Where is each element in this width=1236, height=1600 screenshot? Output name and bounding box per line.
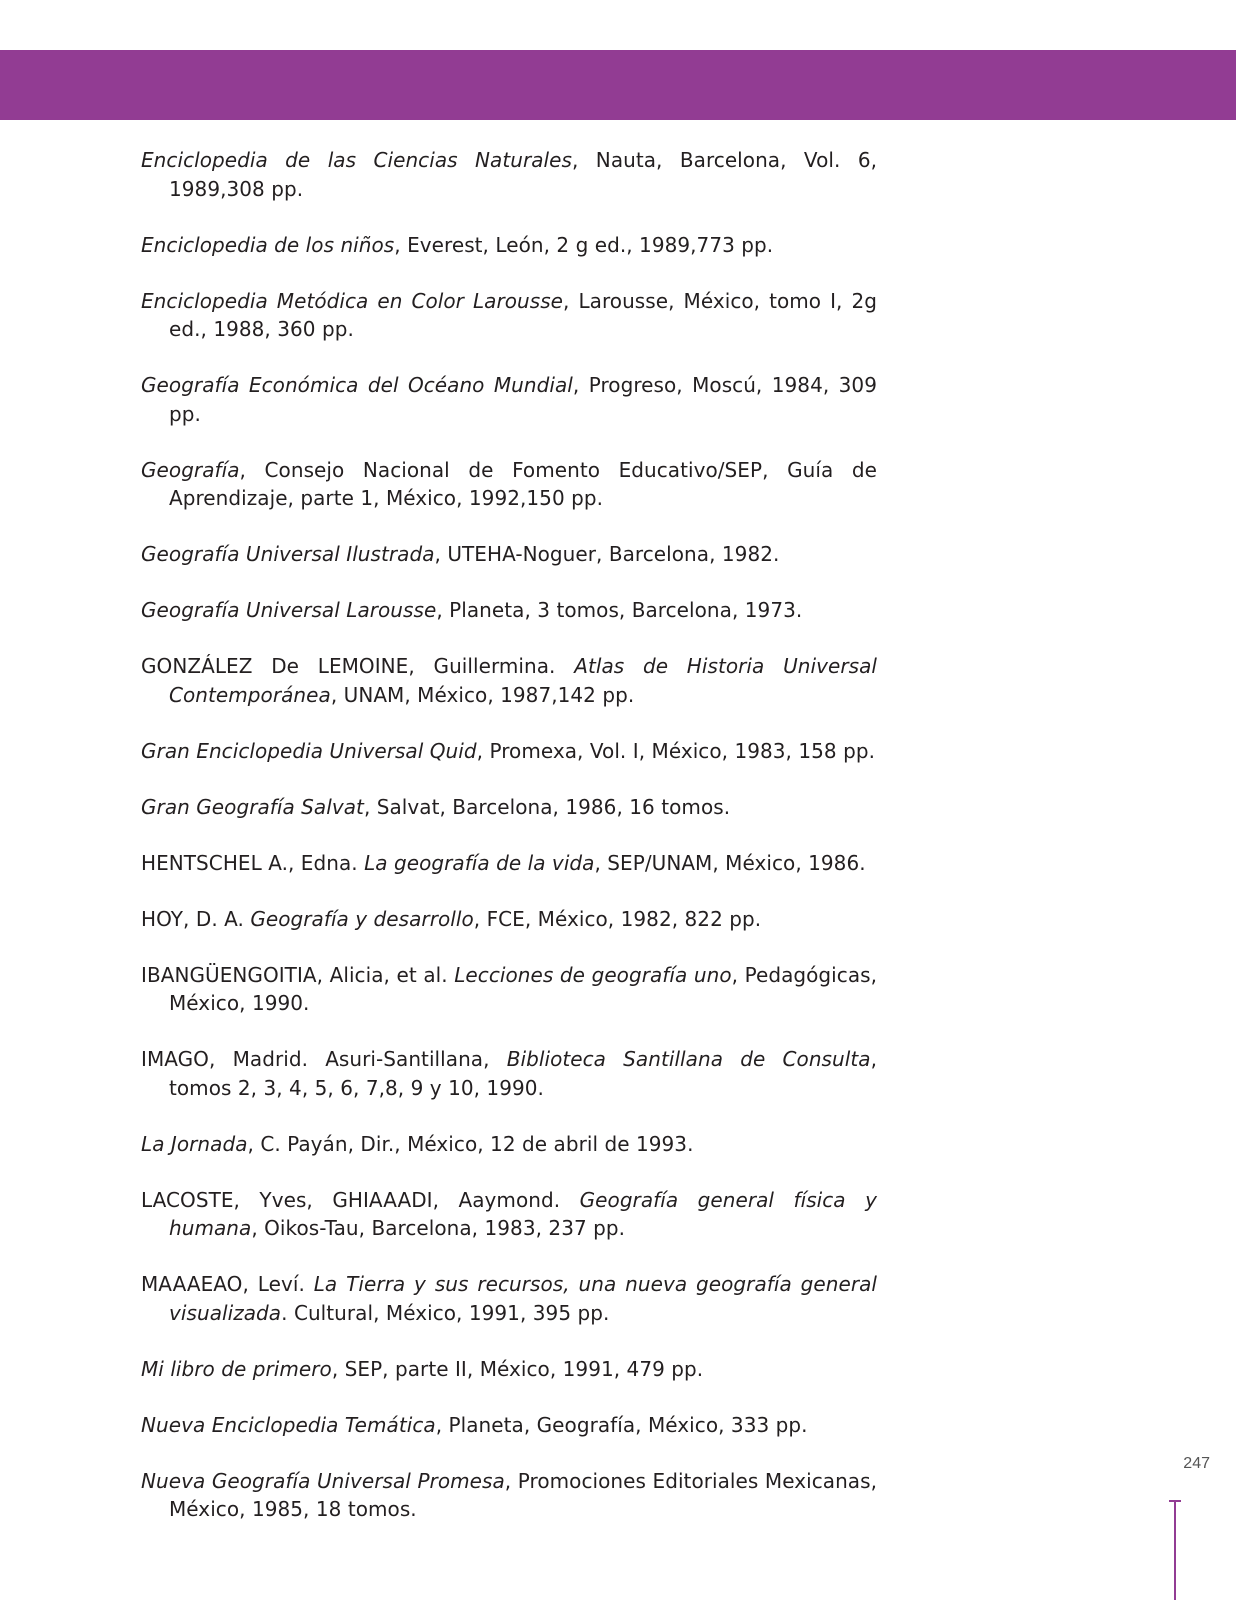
entry-details: , UTEHA-Noguer, Barcelona, 1982.	[434, 542, 780, 566]
entry-author: HOY, D. A.	[141, 906, 251, 931]
bibliography-entry	[141, 371, 877, 428]
bibliography-list	[141, 146, 877, 1551]
entry-details: , Nauta, Barcelona, Vol. 6, 1989,308 pp.	[169, 148, 877, 201]
bibliography-entry	[141, 1467, 877, 1524]
bibliography-entry	[141, 1355, 877, 1384]
entry-title: Lecciones de geografía uno	[454, 962, 732, 987]
entry-details: , Consejo Nacional de Fomento Educativo/SEP, Guía de Aprendizaje, parte 1, México, 1992,150 pp.	[169, 457, 877, 510]
bibliography-entry	[141, 652, 877, 709]
bibliography-entry	[141, 1186, 877, 1243]
entry-title: Enciclopedia Metódica en Color Larousse	[141, 288, 564, 313]
entry-title: Geografía Universal Larousse	[141, 598, 437, 622]
entry-author: IMAGO, Madrid. Asuri-Santillana,	[141, 1047, 507, 1071]
bibliography-entry	[141, 737, 877, 766]
entry-title: Geografía Económica del Océano Mundial	[141, 373, 573, 397]
bibliography-entry	[141, 456, 877, 513]
entry-details: , C. Payán, Dir., México, 12 de abril de 1993.	[247, 1131, 694, 1156]
entry-title: Enciclopedia de los niños	[141, 232, 395, 257]
bibliography-entry	[141, 1045, 877, 1102]
entry-author: HENTSCHEL A., Edna.	[141, 850, 365, 875]
entry-title: Mi libro de primero	[141, 1356, 332, 1381]
bibliography-entry	[141, 146, 877, 203]
entry-details: , Salvat, Barcelona, 1986, 16 tomos.	[363, 794, 731, 819]
bibliography-entry	[141, 1270, 877, 1327]
bibliography-entry	[141, 287, 877, 344]
entry-details: , Progreso, Moscú, 1984, 309 pp.	[169, 373, 877, 426]
entry-author: MAAAEAO, Leví.	[141, 1272, 314, 1296]
bibliography-entry	[141, 961, 877, 1018]
entry-author: GONZÁLEZ De LEMOINE, Guillermina.	[141, 654, 575, 678]
entry-title: Geografía	[141, 457, 240, 482]
entry-details: , Planeta, 3 tomos, Barcelona, 1973.	[436, 598, 803, 622]
entry-details: , Oikos-Tau, Barcelona, 1983, 237 pp.	[251, 1216, 626, 1240]
entry-details: , FCE, México, 1982, 822 pp.	[473, 906, 762, 931]
entry-details: , Everest, León, 2 g ed., 1989,773 pp.	[394, 232, 774, 257]
entry-details: , Promociones Editoriales Mexicanas, México, 1985, 18 tomos.	[169, 1468, 877, 1521]
entry-title: La Jornada	[141, 1131, 248, 1156]
entry-details: . Cultural, México, 1991, 395 pp.	[281, 1300, 610, 1325]
entry-author: LACOSTE, Yves, GHIAAADI, Aaymond.	[141, 1187, 580, 1212]
entry-title: Biblioteca Santillana de Consulta	[506, 1047, 871, 1071]
entry-title: Atlas de Historia Universal Contemporánea	[169, 654, 877, 707]
header-band	[0, 50, 1236, 120]
entry-details: , tomos 2, 3, 4, 5, 6, 7,8, 9 y 10, 1990.	[169, 1047, 877, 1100]
entry-title: Enciclopedia de las Ciencias Naturales	[141, 148, 572, 172]
page-number: 247	[1183, 1455, 1210, 1472]
bibliography-entry	[141, 793, 877, 822]
bibliography-entry	[141, 596, 877, 625]
entry-details: , SEP, parte II, México, 1991, 479 pp.	[331, 1356, 704, 1381]
bibliography-entry	[141, 1411, 877, 1440]
bibliography-entry	[141, 905, 877, 934]
entry-title: Gran Geografía Salvat	[141, 794, 364, 819]
entry-details: , Promexa, Vol. I, México, 1983, 158 pp.	[476, 738, 876, 763]
bibliography-entry	[141, 1130, 877, 1159]
bibliography-entry	[141, 540, 877, 569]
entry-author: IBANGÜENGOITIA, Alicia, et al.	[141, 962, 455, 987]
entry-details: , Pedagógicas, México, 1990.	[169, 962, 878, 1015]
entry-title: La Tierra y sus recursos, una nueva geografía general visualizada	[169, 1272, 878, 1325]
bibliography-entry	[141, 231, 877, 260]
entry-title: Gran Enciclopedia Universal Quid	[141, 738, 477, 763]
entry-details: , Larousse, México, tomo I, 2g ed., 1988, 360 pp.	[169, 288, 878, 341]
entry-title: La geografía de la vida	[364, 850, 595, 875]
page-rule	[1174, 1500, 1176, 1600]
entry-title: Nueva Enciclopedia Temática	[141, 1412, 436, 1437]
entry-details: , Planeta, Geografía, México, 333 pp.	[435, 1412, 808, 1437]
entry-title: Geografía general física y humana	[169, 1187, 877, 1240]
entry-details: , UNAM, México, 1987,142 pp.	[330, 682, 635, 707]
entry-details: , SEP/UNAM, México, 1986.	[594, 850, 866, 875]
entry-title: Geografía Universal Ilustrada	[141, 542, 435, 566]
bibliography-entry	[141, 849, 877, 878]
entry-title: Nueva Geografía Universal Promesa	[141, 1468, 505, 1493]
entry-title: Geografía y desarrollo	[250, 906, 474, 931]
